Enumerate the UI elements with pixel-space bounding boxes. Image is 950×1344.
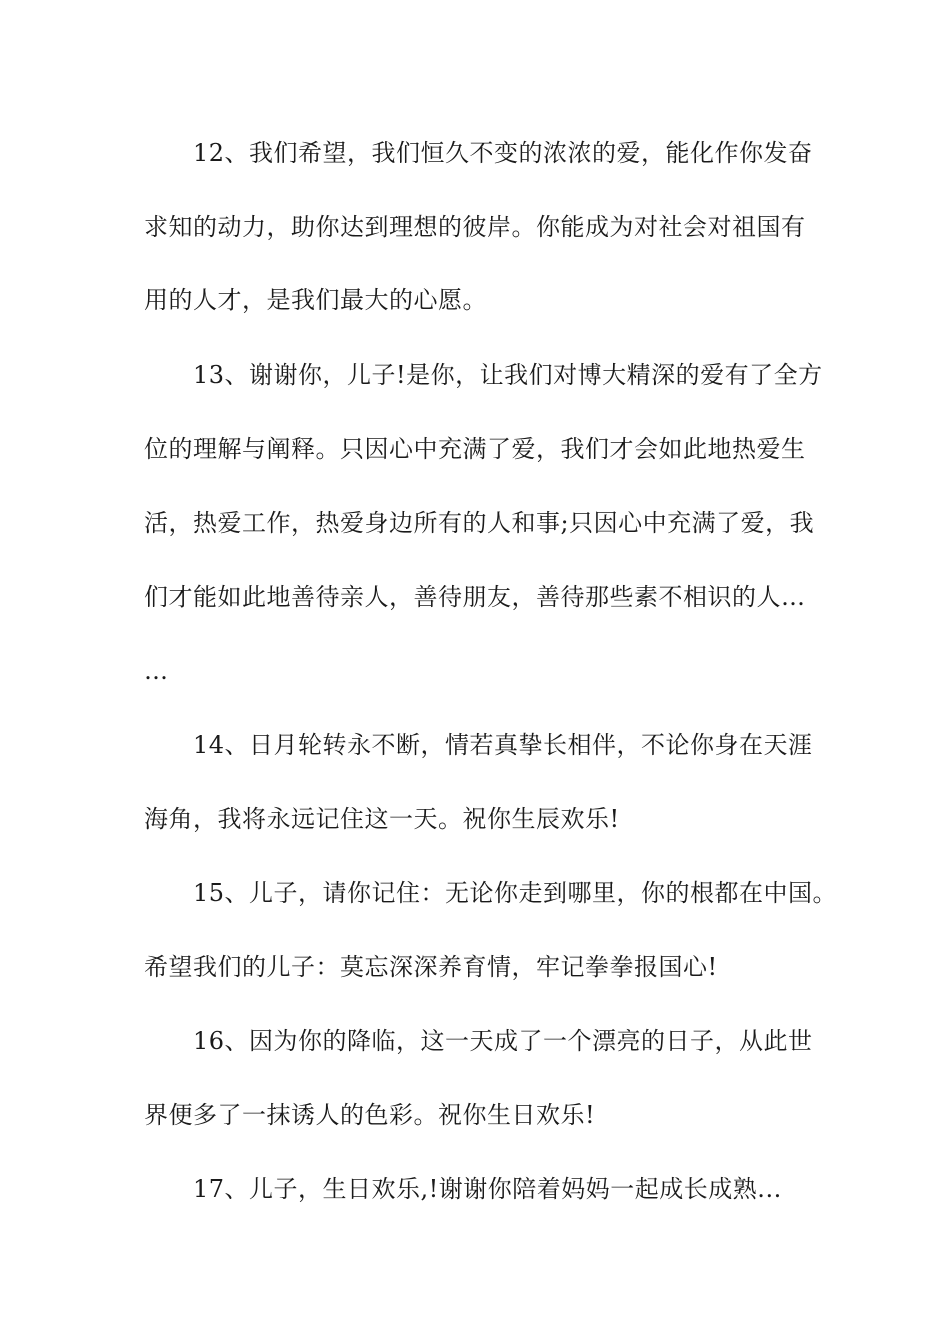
paragraph-12-line-2: 求知的动力，助你达到理想的彼岸。你能成为对社会对祖国有 bbox=[144, 213, 806, 241]
paragraph-12-line-1: 12、我们希望，我们恒久不变的浓浓的爱，能化作你发奋 bbox=[193, 139, 813, 167]
paragraph-13-line-2: 位的理解与阐释。只因心中充满了爱，我们才会如此地热爱生 bbox=[144, 435, 806, 463]
paragraph-13-line-1: 13、谢谢你，儿子!是你，让我们对博大精深的爱有了全方 bbox=[193, 361, 823, 389]
paragraph-13-line-5: … bbox=[144, 657, 169, 685]
paragraph-12-line-3: 用的人才，是我们最大的心愿。 bbox=[144, 286, 487, 314]
paragraph-14-line-1: 14、日月轮转永不断，情若真挚长相伴，不论你身在天涯 bbox=[193, 731, 813, 759]
paragraph-13-line-3: 活，热爱工作，热爱身边所有的人和事;只因心中充满了爱，我 bbox=[144, 509, 815, 537]
paragraph-15-line-2: 希望我们的儿子：莫忘深深养育情，牢记拳拳报国心! bbox=[144, 953, 718, 981]
paragraph-17-line-1: 17、儿子，生日欢乐,!谢谢你陪着妈妈一起成长成熟... bbox=[193, 1175, 782, 1203]
paragraph-16-line-2: 界便多了一抹诱人的色彩。祝你生日欢乐! bbox=[144, 1101, 596, 1129]
paragraph-14-line-2: 海角，我将永远记住这一天。祝你生辰欢乐! bbox=[144, 805, 620, 833]
paragraph-13-line-4: 们才能如此地善待亲人，善待朋友，善待那些素不相识的人… bbox=[144, 583, 806, 611]
paragraph-15-line-1: 15、儿子，请你记住：无论你走到哪里，你的根都在中国。 bbox=[193, 879, 838, 907]
paragraph-16-line-1: 16、因为你的降临，这一天成了一个漂亮的日子，从此世 bbox=[193, 1027, 813, 1055]
